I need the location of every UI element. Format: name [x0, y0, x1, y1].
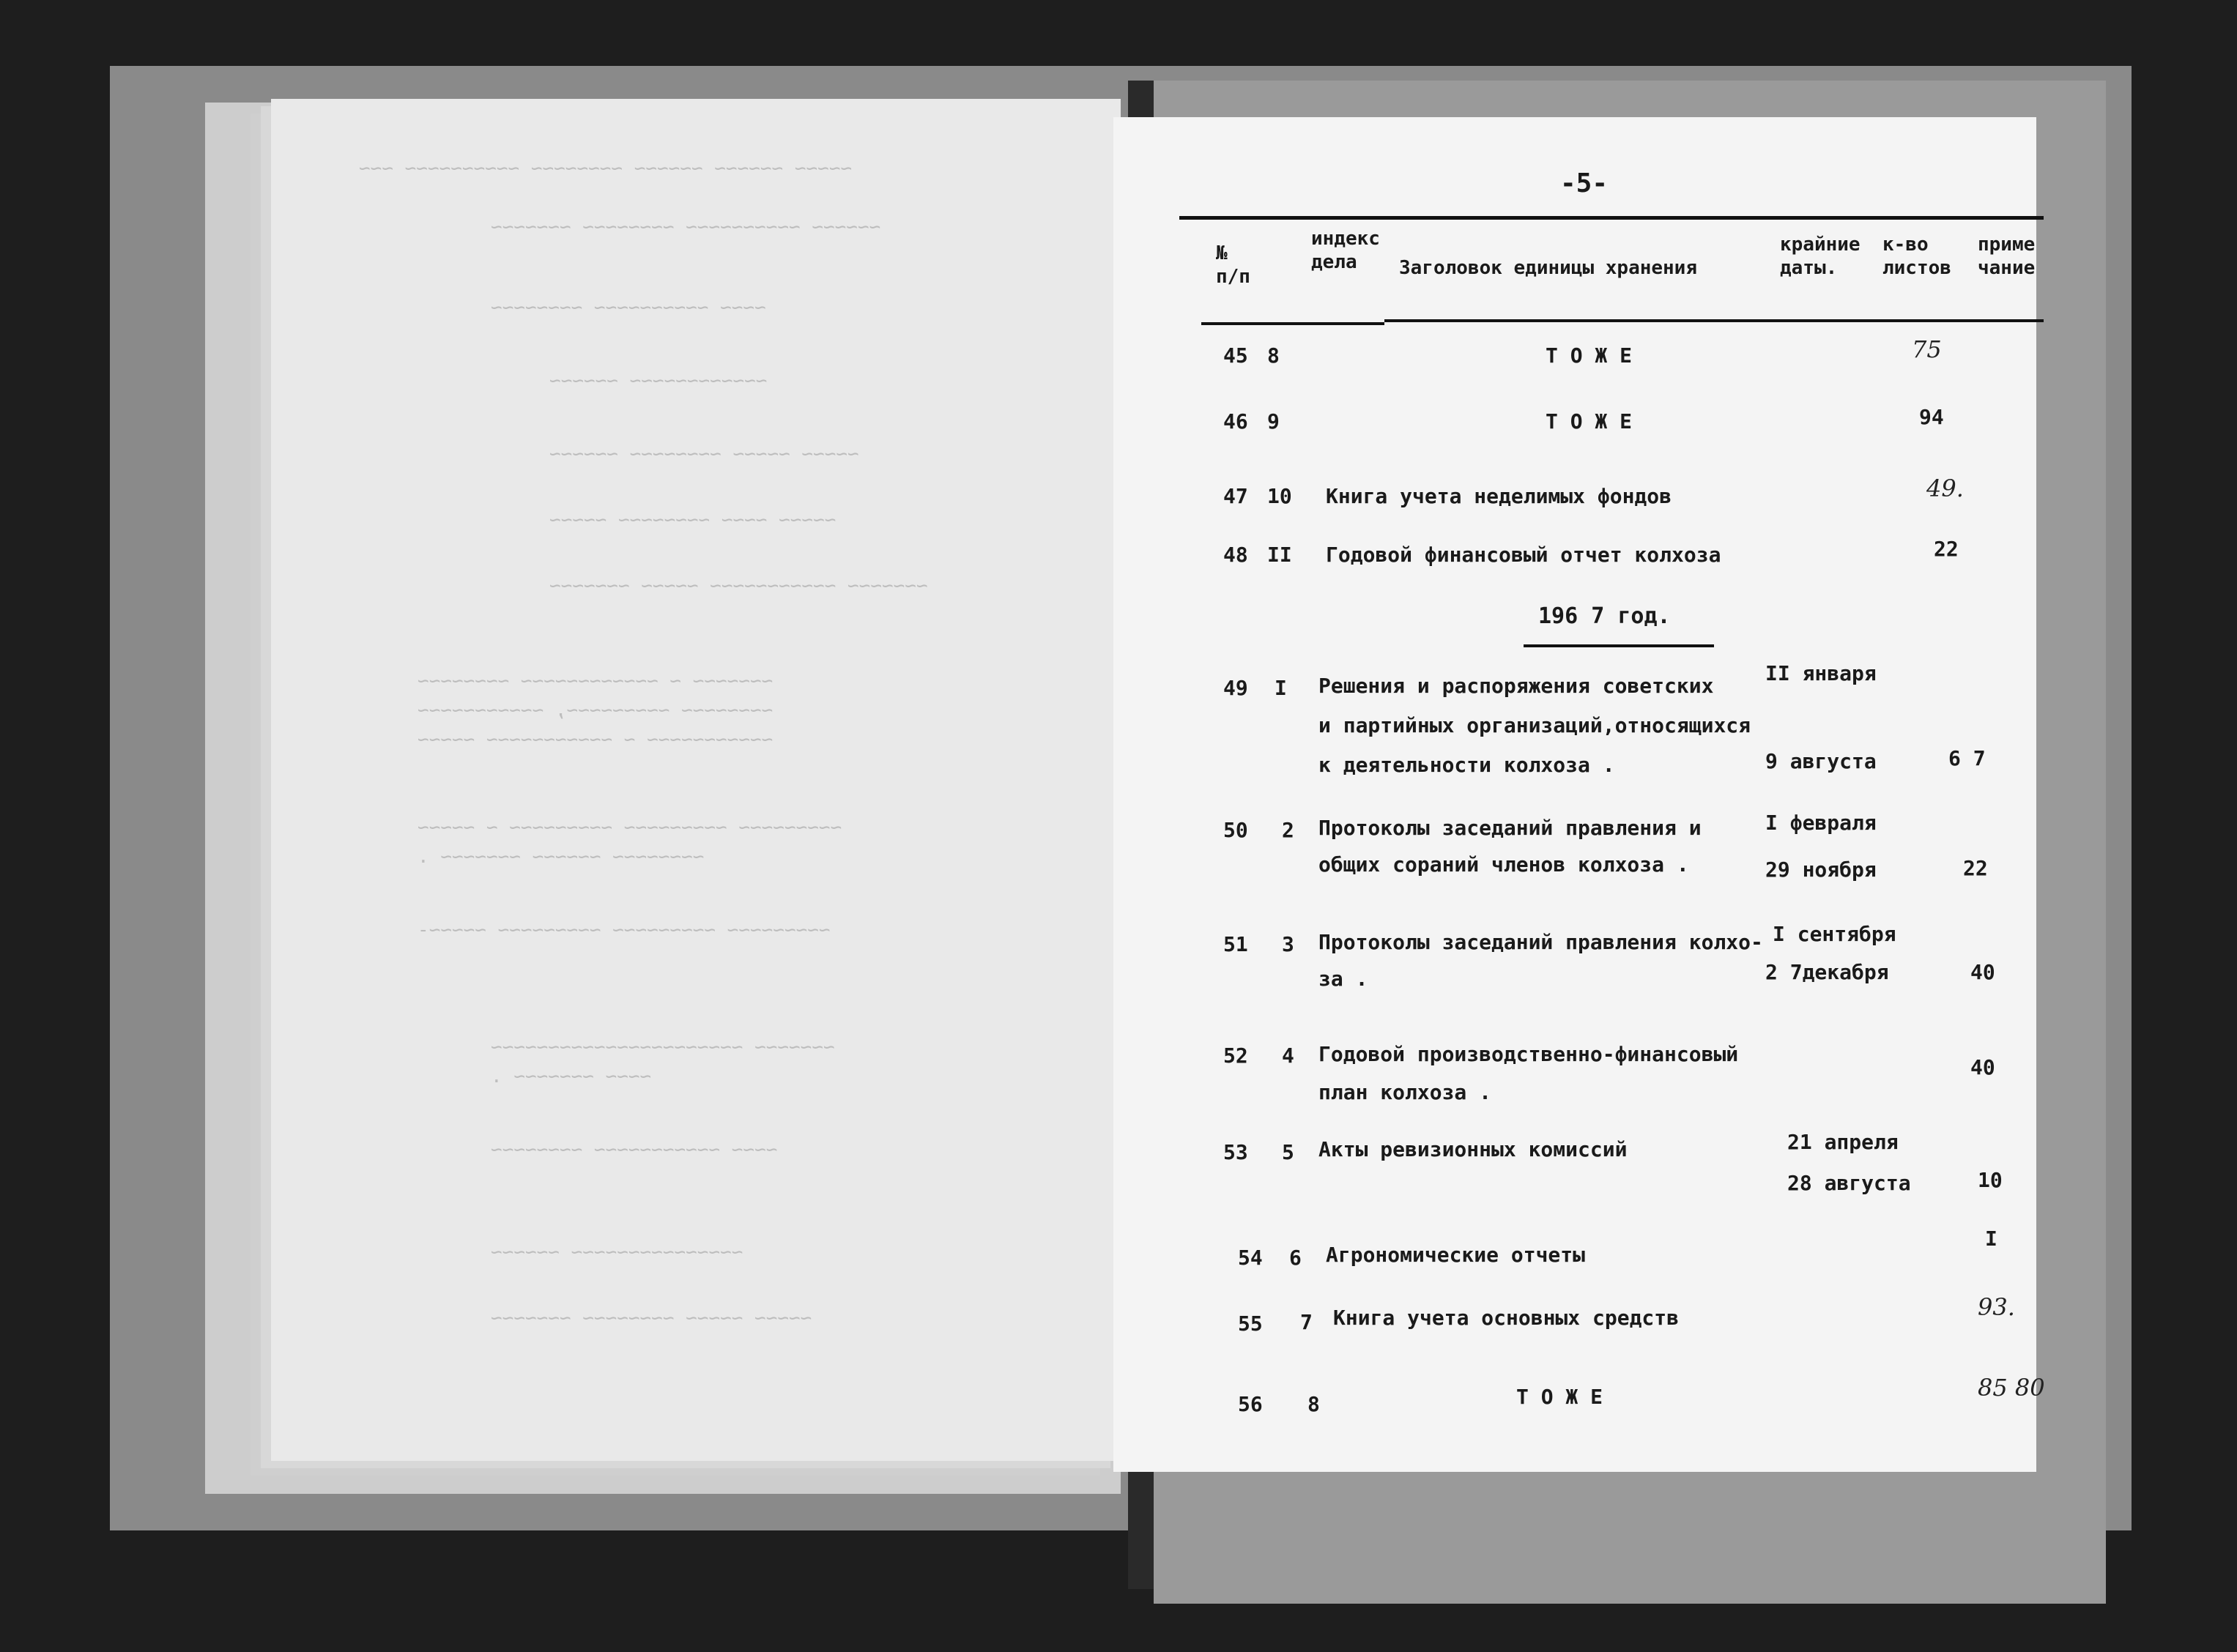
row-date-end: 28 августа — [1787, 1171, 1911, 1195]
row-title: Годовой финансовый отчет колхоза — [1326, 543, 1721, 567]
bleed-through-text: ~~~~~ ~~~~~ ~~~~~~~~ ~~~~~~~ — [491, 1307, 812, 1329]
bleed-through-text: ~~~~~~~ ~ ~~~~~~~~~~~~ ~~~~~~~~ — [418, 670, 774, 692]
row-index: 8 — [1307, 1392, 1320, 1416]
row-index: II — [1267, 543, 1292, 567]
row-date-start: I февраля — [1765, 811, 1877, 835]
row-title: Годовой производственно-финансовый план колхоза . — [1318, 1042, 1739, 1104]
row-index: I — [1275, 676, 1287, 700]
row-title: Т О Ж Е — [1546, 409, 1633, 434]
row-sheets: 93. — [1978, 1293, 2015, 1321]
bleed-through-text: ~~~~ ~~~~~~~~~~ ~~~~~~~~ — [491, 297, 766, 319]
page-number: -5- — [1560, 168, 1609, 198]
row-num: 49 — [1223, 676, 1248, 700]
year-underline — [1524, 644, 1714, 647]
row-index: 9 — [1267, 409, 1280, 434]
row-index: 7 — [1300, 1310, 1313, 1334]
year-heading: 196 7 год. — [1538, 603, 1671, 629]
row-date-end: 29 ноября — [1765, 857, 1877, 882]
bleed-through-text: ~~~~ ~~~~~~~~~~~ ~~~~~~~~ — [491, 1139, 778, 1161]
row-date-end: 2 7декабря — [1765, 960, 1889, 984]
row-index: 5 — [1282, 1140, 1294, 1164]
bleed-through-text: ~~~~~~~~~ ~~~~~~~~~ ~~~~~~~~~ ~~~~~- — [418, 919, 831, 941]
bleed-through-text: ~~~~~ ~~~~~~ ~~~~~~ ~~~~~~~~ ~~~~~~~~~~ ~~~ — [359, 157, 853, 179]
row-date-start: II января — [1765, 661, 1877, 685]
row-index: 6 — [1289, 1246, 1302, 1270]
bleed-through-text: ~~~~~~~ ~~~~~~~~~~~ ~~~~~ ~~~~~~~ — [549, 575, 928, 597]
row-index: 8 — [1267, 343, 1280, 368]
row-date-start: I сентября — [1773, 922, 1896, 946]
row-num: 54 — [1238, 1246, 1263, 1270]
row-num: 50 — [1223, 818, 1248, 842]
header-bottom-rule — [1384, 319, 2044, 322]
row-sheets: 49. — [1926, 475, 1964, 502]
row-sheets: 85 80 — [1978, 1374, 2045, 1402]
row-index: 2 — [1282, 818, 1294, 842]
header-index: индекс дела — [1311, 228, 1380, 273]
row-title: Протоколы заседаний правления колхо- за . — [1318, 930, 1763, 991]
row-date-start: 21 апреля — [1787, 1130, 1899, 1154]
row-num: 55 — [1238, 1311, 1263, 1336]
bleed-through-text: ~~~~~~~~~ ~~~~~~~~~ ~~~~~~~~~ ~ ~~~~~ — [418, 816, 842, 838]
bleed-through-text: ~~~~~ ~~~~ ~~~~~~~~ ~~~~~ — [549, 509, 836, 531]
row-sheets: 6 7 — [1948, 746, 1986, 770]
left-page — [271, 99, 1121, 1461]
row-date-end: 9 августа — [1765, 749, 1877, 773]
row-title: Акты ревизионных комиссий — [1318, 1137, 1628, 1161]
row-num: 53 — [1223, 1140, 1248, 1164]
header-title: Заголовок единицы хранения — [1399, 257, 1697, 279]
row-sheets: I — [1985, 1227, 1997, 1251]
row-num: 47 — [1223, 484, 1248, 508]
row-num: 45 — [1223, 343, 1248, 368]
row-title: Т О Ж Е — [1546, 343, 1633, 368]
row-sheets: 22 — [1934, 537, 1959, 561]
bleed-through-text: ~~~~~~~~~~~ ~ ~~~~~~~~~~~ ~~~~~ — [418, 729, 774, 751]
row-sheets: 40 — [1970, 1055, 1995, 1079]
row-num: 48 — [1223, 543, 1248, 567]
row-sheets: 94 — [1919, 405, 1944, 429]
row-title: Книга учета основных средств — [1333, 1306, 1680, 1330]
row-index: 3 — [1282, 932, 1294, 956]
header-top-rule — [1179, 216, 2044, 220]
row-title: Протоколы заседаний правления и общих сораний членов колхоза . — [1318, 816, 1702, 877]
bleed-through-text: ~~~~~~~~~~~~ ~~~~~~ — [549, 370, 768, 392]
row-title: Решения и распоряжения советских и партийных организаций,относящихся к деятельности колхоза . — [1318, 674, 1751, 777]
row-index: 4 — [1282, 1043, 1294, 1068]
row-num: 46 — [1223, 409, 1248, 434]
bleed-through-text: ~~~~~~ ~~~~~~~~~~ ~~~~~~~~ ~~~~~~~ — [491, 216, 881, 238]
bleed-through-text: ~~~~~~~~~~~~~~~ ~~~~~~ — [491, 1241, 743, 1263]
bleed-through-text: ~~~~~ ~~~~~ ~~~~~~~~ ~~~~~~ — [549, 443, 859, 465]
header-num: № п/п — [1216, 242, 1250, 288]
row-title: Агрономические отчеты — [1326, 1243, 1586, 1267]
row-num: 56 — [1238, 1392, 1263, 1416]
inventory-document — [1179, 146, 2044, 1465]
bleed-through-text: ~~~~ ~~~~~~~ . — [491, 1065, 652, 1087]
row-sheets: 75 — [1912, 335, 1942, 363]
header-sheets: к-во листов — [1882, 234, 1951, 279]
bleed-through-text: ~~~~~~~~ ~~~~~~~~~, ~~~~~~~~~~~ — [418, 699, 774, 721]
row-sheets: 40 — [1970, 960, 1995, 984]
row-sheets: 10 — [1978, 1168, 2003, 1192]
bleed-through-text: ~~~~~~~ ~~~~~~~~~~~~~~~~~~~~~~ — [491, 1036, 835, 1058]
header-dates: крайние даты. — [1780, 234, 1861, 279]
row-sheets: 22 — [1963, 856, 1988, 880]
row-num: 51 — [1223, 932, 1248, 956]
row-title: Т О Ж Е — [1516, 1385, 1603, 1409]
header-bottom-rule — [1201, 322, 1384, 325]
header-notes: приме чание — [1978, 234, 2036, 279]
row-num: 52 — [1223, 1043, 1248, 1068]
row-title: Книга учета неделимых фондов — [1326, 484, 1672, 508]
row-index: 10 — [1267, 484, 1292, 508]
bleed-through-text: ~~~~~~~~ ~~~~~~ ~~~~~~~ . — [418, 846, 705, 868]
